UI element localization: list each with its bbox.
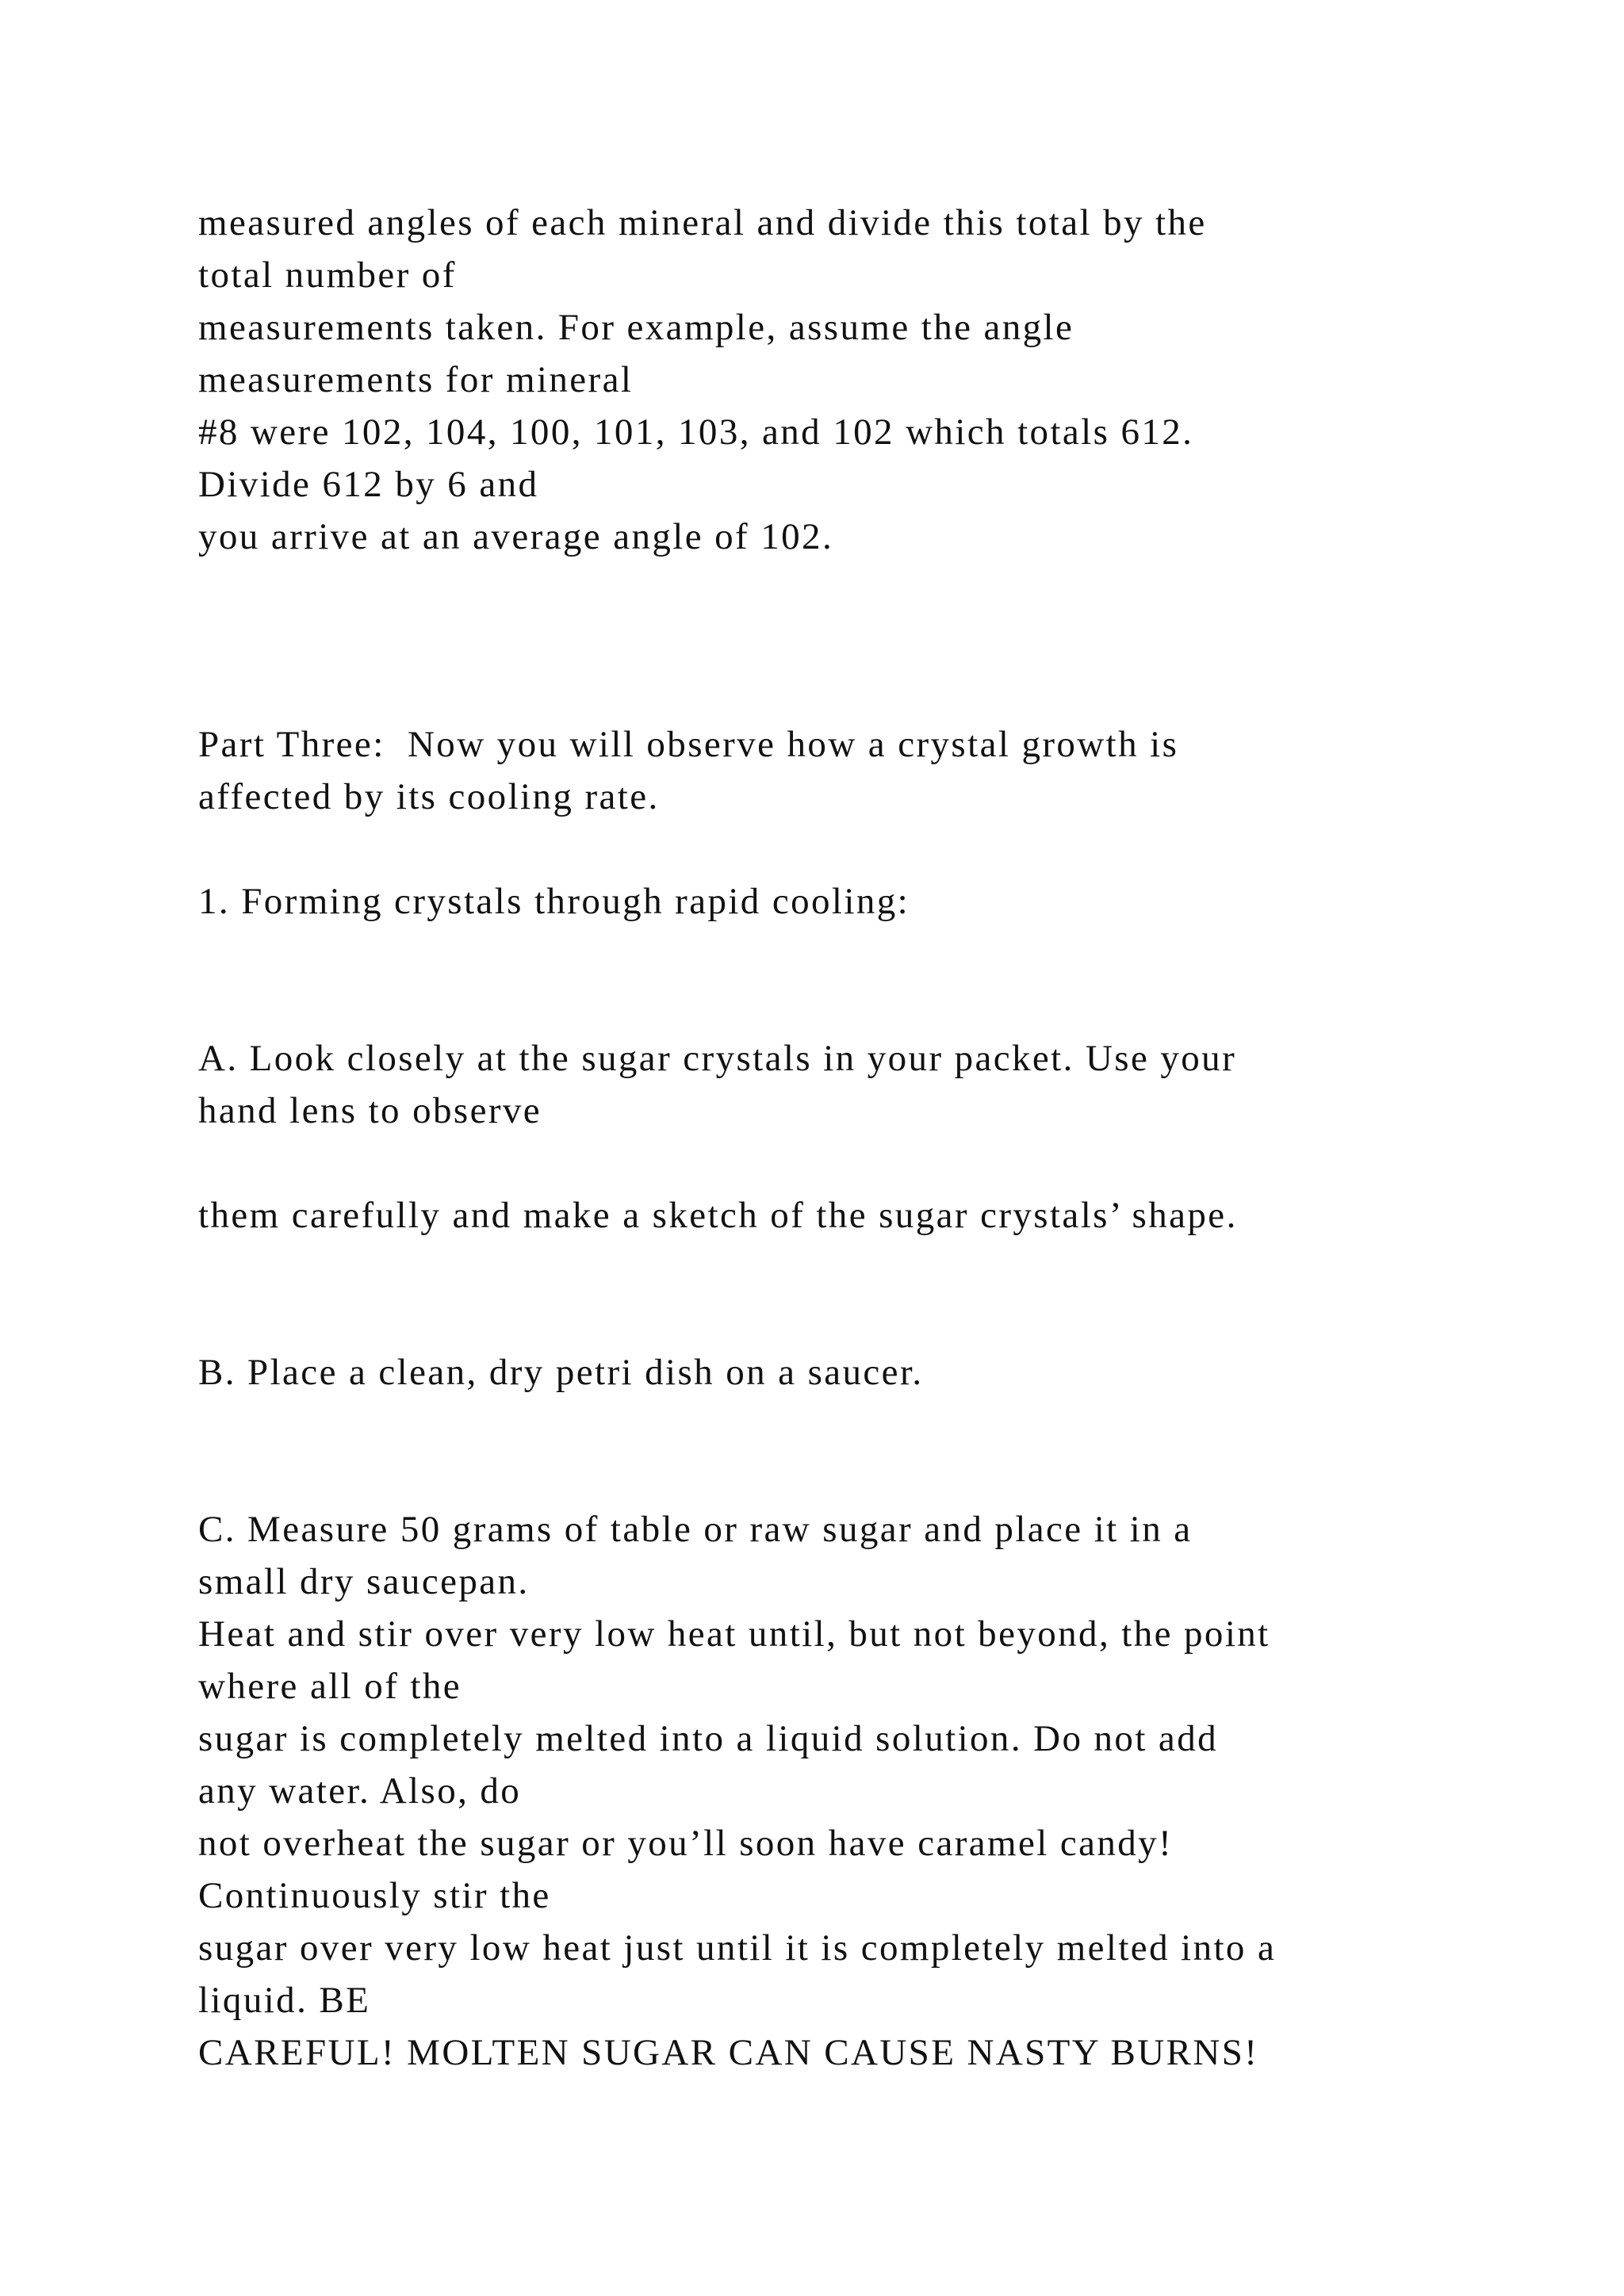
text-line: Divide 612 by 6 and [198, 464, 539, 505]
text-line: where all of the [198, 1666, 462, 1707]
text-line: measurements taken. For example, assume the angle [198, 307, 1074, 348]
text-line: Continuously stir the [198, 1875, 551, 1916]
text-line: not overheat the sugar or you’ll soon have caramel candy! [198, 1823, 1174, 1864]
section-heading: Part Three: Now you will observe how a crystal growth is [198, 724, 1179, 765]
text-line: C. Measure 50 grams of table or raw sugar and place it in a [198, 1509, 1193, 1550]
text-line: A. Look closely at the sugar crystals in your packet. Use your [198, 1038, 1237, 1079]
warning-text: CAREFUL! MOLTEN SUGAR CAN CAUSE NASTY BURNS! [198, 2032, 1259, 2073]
text-line: measurements for mineral [198, 359, 634, 400]
text-line: liquid. BE [198, 1980, 371, 2021]
text-line: Heat and stir over very low heat until, but not beyond, the point [198, 1613, 1270, 1655]
text-line: measured angles of each mineral and divide this total by the [198, 202, 1207, 243]
text-line: any water. Also, do [198, 1770, 522, 1812]
text-line: sugar is completely melted into a liquid solution. Do not add [198, 1718, 1218, 1759]
text-line: sugar over very low heat just until it is completely melted into a [198, 1927, 1277, 1969]
text-line: them carefully and make a sketch of the sugar crystals’ shape. [198, 1195, 1238, 1236]
step-heading: 1. Forming crystals through rapid cooling: [198, 881, 910, 922]
text-line: hand lens to observe [198, 1090, 542, 1131]
text-line: total number of [198, 254, 457, 296]
text-line: small dry saucepan. [198, 1561, 530, 1602]
text-line: affected by its cooling rate. [198, 776, 660, 817]
text-line: you arrive at an average angle of 102. [198, 516, 834, 557]
text-line: B. Place a clean, dry petri dish on a saucer. [198, 1352, 924, 1393]
text-line: #8 were 102, 104, 100, 101, 103, and 102 which totals 612. [198, 411, 1194, 453]
